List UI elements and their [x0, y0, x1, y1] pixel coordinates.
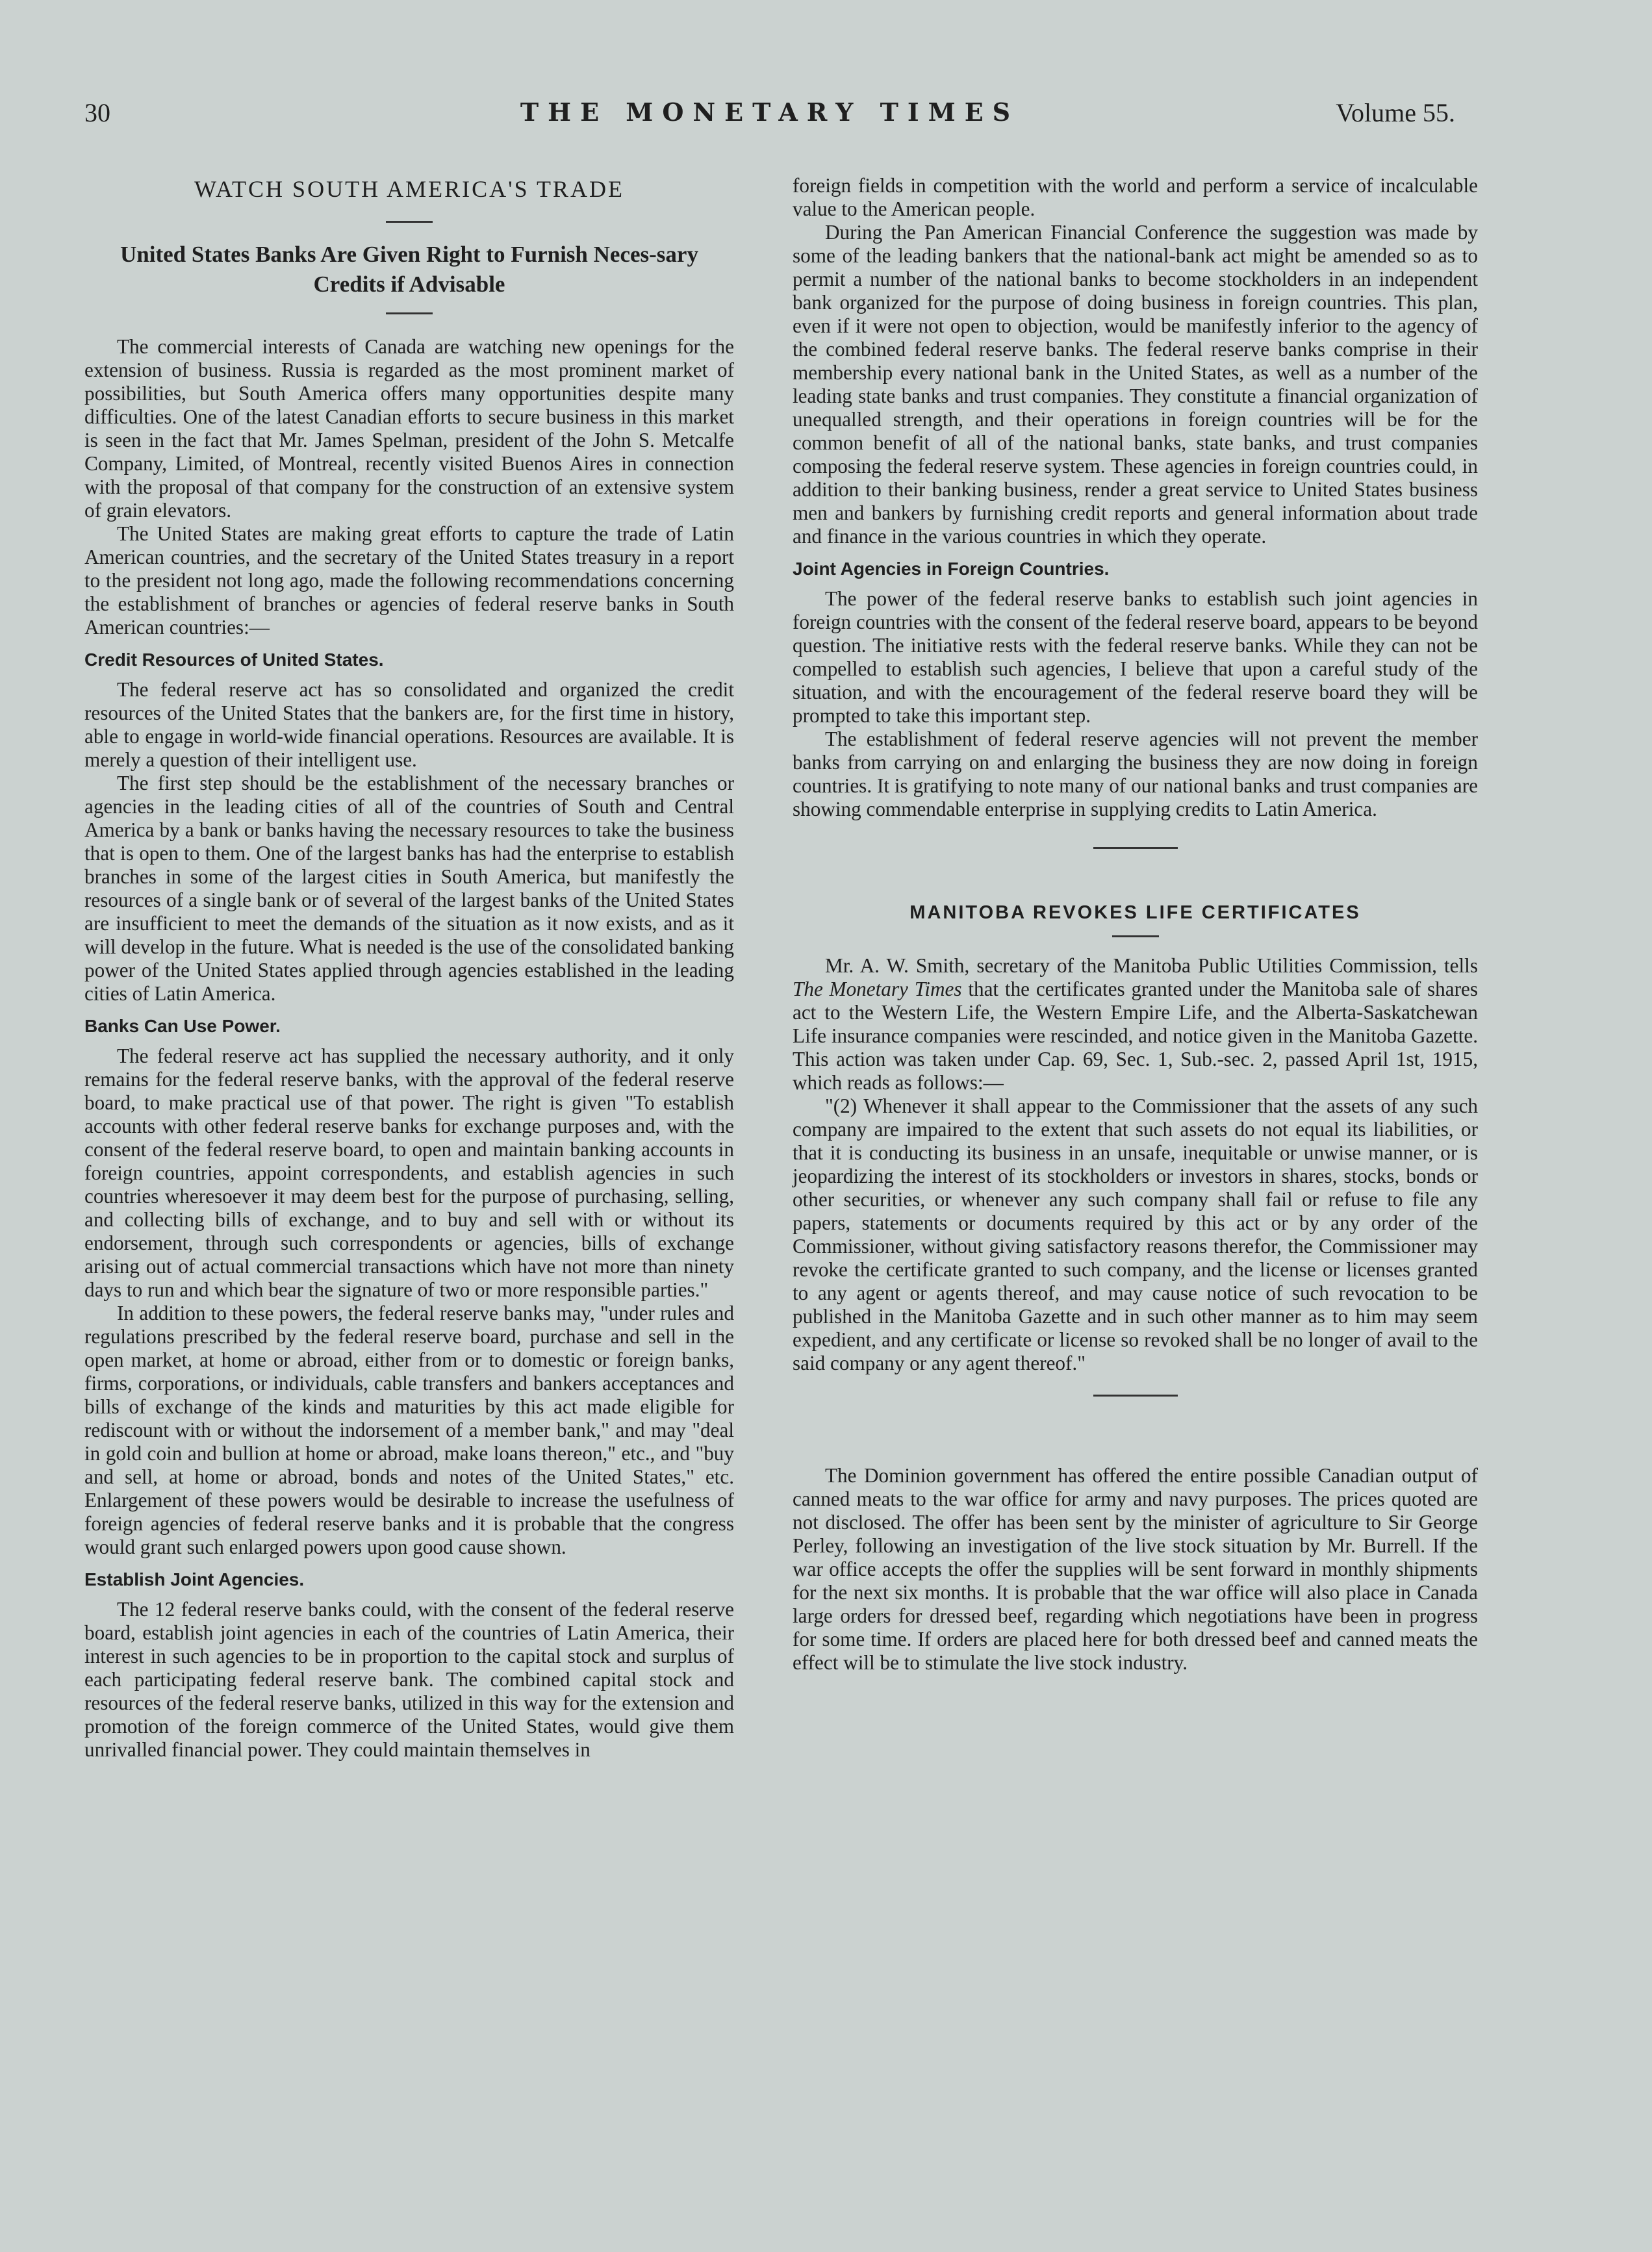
intro-paragraph: The United States are making great efforts to capture the trade of Latin American countries, and the secretary of the United States treasury in a report to the president not long ago, made the following recommendations concerning the establishment of branches or agencies of federal reserve banks in South American countries:— — [84, 522, 734, 639]
body-paragraph: The Dominion government has offered the entire possible Canadian output of canned meats to the war office for army and navy purposes. The prices quoted are not disclosed. The offer has been sent by the minister of agriculture to Sir George Perley, following an investigation of the live stock situation by Mr. Burrell. If the war office accepts the offer the supplies will be sent forward in monthly shipments for the next six months. It is probable that the war office will also place in Canada large orders for dressed beef, regarding which negotiations have been in progress for some time. If orders are placed here for both dressed beef and canned meats the effect will be to stimulate the live stock industry. — [793, 1464, 1478, 1674]
body-paragraph: The establishment of federal reserve agencies will not prevent the member banks from carrying on and enlarging the business they are now doing in foreign countries. It is gratifying to note many of our national banks and trust companies are showing commendable enterprise in supplying credits to Latin America. — [793, 727, 1478, 820]
section-heading: Establish Joint Agencies. — [84, 1569, 305, 1589]
article-separator — [1093, 847, 1178, 849]
article-subtitle: United States Banks Are Given Right to Furnish Neces-sary Credits if Advisable — [120, 242, 698, 297]
text-run: Mr. A. W. Smith, secretary of the Manitoba Public Utilities Commission, tells — [825, 954, 1478, 977]
body-paragraph: The federal reserve act has supplied the necessary authority, and it only remains for the federal reserve banks, with the approval of the federal reserve board, to make practical use of that power. The right is given "To establish accounts with other federal reserve banks for exchange purposes and, with the consent of the federal reserve board, to open and maintain banking accounts in foreign countries, appoint correspondents, and establish agencies in such countries wheresoever it may deem best for the purpose of purchasing, selling, and collecting bills of exchange, and to buy and sell with or without its endorsement, through such correspondents or agencies, bills of exchange arising out of actual commercial transactions which have not more than ninety days to run and which bear the signature of two or more responsible parties." — [84, 1044, 734, 1301]
masthead: THE MONETARY TIMES — [520, 97, 1020, 127]
publication-name: The Monetary Times — [793, 978, 962, 1000]
body-paragraph: The federal reserve act has so consolidated and organized the credit resources of the United States that the bankers are, for the first time in history, able to engage in world-wide financial operations. Resources are available. It is merely a question of their intelligent use. — [84, 678, 734, 771]
section-heading: Joint Agencies in Foreign Countries. — [793, 559, 1110, 579]
title-rule — [386, 221, 433, 223]
text-run: that the certificates granted under the Manitoba sale of shares act to the Western Life, the Western Empire Life, and the Alberta-Saskatchewan Life insurance companies were rescinded, and notice given in the Manitoba Gazette. This action was taken under Cap. 69, Sec. 1, Sub.-sec. 2, passed April 1st, 1915, which reads as follows:— — [793, 978, 1478, 1094]
right-column — [793, 174, 1478, 1675]
body-paragraph: In addition to these powers, the federal reserve banks may, "under rules and regulations prescribed by the federal reserve board, purchase and sell in the open market, at home or abroad, either from or to domestic or foreign banks, firms, corporations, or individuals, cable transfers and bankers acceptances and bills of exchange of the kinds and maturities by this act made eligible for rediscount with or without the indorsement of a member bank," and may "deal in gold coin and bullion at home or abroad, make loans thereon," etc., and "buy and sell, at home or abroad, bonds and notes of the United States," etc. Enlargement of these powers would be desirable to increase the usefulness of foreign agencies of federal reserve banks and it is probable that the congress would grant such enlarged powers upon good cause shown. — [84, 1302, 734, 1558]
section-heading: Credit Resources of United States. — [84, 650, 384, 670]
quoted-statute: "(2) Whenever it shall appear to the Commissioner that the assets of any such company are impaired to the extent that such assets do not equal its liabilities, or that it is conducting its business in an unsafe, inequitable or unwise manner, or is jeopardizing the interest of its stockholders or investors in shares, stocks, bonds or other securities, or whenever any such company shall fail or refuse to file any papers, statements or documents required by this act or by any order of the Commissioner, without giving satisfactory reasons therefor, the Commissioner may revoke the certificate granted to such company, and the license or licenses granted to any agent or agents thereof, and may cause notice of such revocation to be published in the Manitoba Gazette and in such other manner as to him may seem expedient, and any certificate or license so revoked shall be no longer of avail to the said company or any agent thereof." — [793, 1094, 1478, 1374]
page-header — [84, 97, 1455, 143]
body-paragraph: The power of the federal reserve banks to establish such joint agencies in foreign countries with the consent of the federal reserve board, appears to be beyond question. The initiative rests with the federal reserve banks. While they can not be compelled to establish such agencies, I believe that upon a careful study of the situation, and with the encouragement of the federal reserve board they will be prompted to take this important step. — [793, 587, 1478, 727]
article-separator — [1093, 1395, 1178, 1397]
body-paragraph: The 12 federal reserve banks could, with the consent of the federal reserve board, establish joint agencies in each of the countries of Latin America, their interest in such agencies to be in proportion to the capital stock and surplus of each participating federal reserve bank. The combined capital stock and resources of the federal reserve banks, utilized in this way for the extension and promotion of the foreign commerce of the United States, would give them unrivalled financial power. They could maintain themselves in — [84, 1598, 734, 1761]
article-title: MANITOBA REVOKES LIFE CERTIFICATES — [909, 902, 1361, 923]
intro-paragraph: The commercial interests of Canada are watching new openings for the extension of business. Russia is regarded as the most prominent market of possibilities, but South America offers many opportunities despite many difficulties. One of the latest Canadian efforts to secure business in this market is seen in the fact that Mr. James Spelman, president of the John S. Metcalfe Company, Limited, of Montreal, recently visited Buenos Aires in connection with the proposal of that company for the construction of an extensive system of grain elevators. — [84, 335, 734, 522]
article-title: WATCH SOUTH AMERICA'S TRADE — [194, 176, 624, 202]
section-heading: Banks Can Use Power. — [84, 1016, 281, 1036]
continued-paragraph: foreign fields in competition with the world and perform a service of incalculable value to the American people. — [793, 174, 1478, 220]
left-column — [84, 174, 734, 1762]
body-paragraph — [793, 954, 1478, 1094]
title-rule — [1112, 935, 1159, 937]
body-paragraph: The first step should be the establishment of the necessary branches or agencies in the leading cities of all of the countries of South and Central America by a bank or banks having the necessary resources to take the business that is open to them. One of the largest banks has had the enterprise to establish branches in some of the largest cities in South America, but manifestly the resources of a single bank or of several of the largest banks of the United States are insufficient to meet the demands of the situation as it now exists, and as it will develop in the future. What is needed is the use of the consolidated banking power of the United States applied through agencies established in the leading cities of Latin America. — [84, 772, 734, 1005]
body-paragraph: During the Pan American Financial Conference the suggestion was made by some of the leading bankers that the national-bank act might be amended so as to permit a number of the national banks to become stockholders in an independent bank organized for the purpose of doing business in foreign countries. This plan, even if it were not open to objection, would be manifestly inferior to the agency of the combined federal reserve banks. The federal reserve banks comprise in their membership every national bank in the United States, as well as a number of the leading state banks and trust companies. They constitute a financial organization of unequalled strength, and their operations in foreign countries will be for the common benefit of all of the national banks, state banks, and trust companies composing the federal reserve system. These agencies in foreign countries could, in addition to their banking business, render a great service to United States business men and bankers by furnishing credit reports and general information about trade and finance in the various countries in which they operate. — [793, 221, 1478, 548]
volume-number: Volume 55. — [1336, 98, 1455, 127]
page-number: 30 — [84, 98, 110, 127]
subtitle-rule — [386, 312, 433, 314]
